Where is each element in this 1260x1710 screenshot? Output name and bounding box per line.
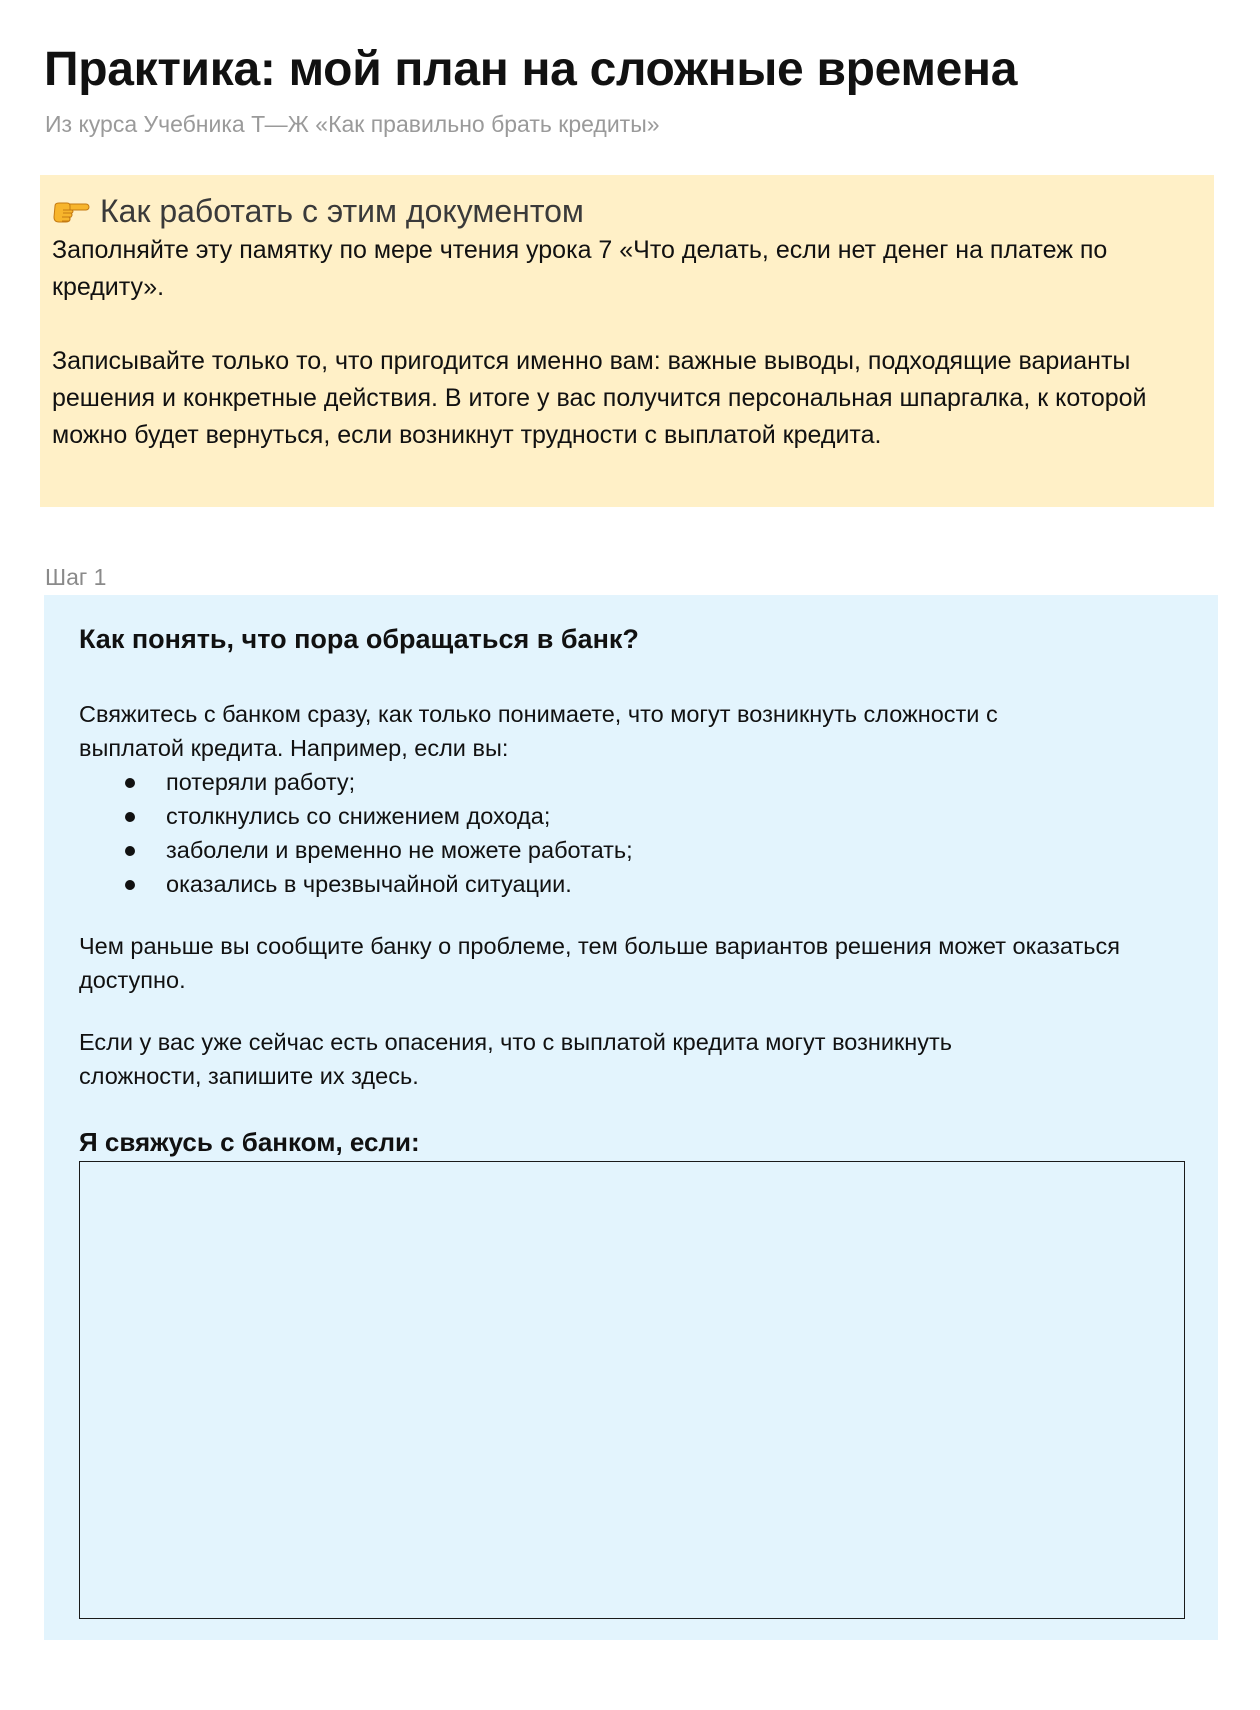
list-item: потеряли работу;: [79, 765, 1179, 799]
callout-heading-text: Как работать с этим документом: [100, 193, 584, 229]
step-1-section: [44, 595, 1218, 1640]
callout-paragraph: Записывайте только то, что пригодится именно вам: важные выводы, подходящие варианты решения и конкретные действия. В итоге у вас получится персональная шпаргалка, к которой можно будет вернуться, если возникнут трудности с выплатой кредита.: [52, 347, 1147, 449]
step-body: [79, 698, 1179, 1093]
step-label: Шаг 1: [45, 564, 107, 590]
page-title: Практика: мой план на сложные времена: [44, 43, 1018, 96]
pointing-right-hand-icon: [52, 190, 90, 216]
list-item: заболели и временно не можете работать;: [79, 833, 1179, 867]
callout-heading: [52, 189, 584, 233]
callout-paragraph: Заполняйте эту памятку по мере чтения урока 7 «Что делать, если нет денег на платеж по кредиту».: [52, 236, 1108, 301]
step-intro: Свяжитесь с банком сразу, как только понимаете, что могут возникнуть сложности с выплатой кредита. Например, если вы:: [79, 701, 998, 761]
answer-text-field[interactable]: [79, 1161, 1185, 1619]
step-paragraph: Если у вас уже сейчас есть опасения, что с выплатой кредита могут возникнуть сложности, запишите их здесь.: [79, 1029, 952, 1089]
list-item: оказались в чрезвычайной ситуации.: [79, 867, 1179, 901]
instructions-callout: [40, 175, 1214, 507]
page-subtitle: Из курса Учебника Т—Ж «Как правильно брать кредиты»: [45, 111, 660, 137]
answer-label: Я свяжусь с банком, если:: [79, 1127, 420, 1157]
callout-body: [52, 232, 1202, 454]
step-title: Как понять, что пора обращаться в банк?: [79, 624, 639, 654]
reasons-list: [79, 765, 1179, 901]
step-paragraph: Чем раньше вы сообщите банку о проблеме, тем больше вариантов решения может оказаться доступно.: [79, 933, 1120, 993]
list-item: столкнулись со снижением дохода;: [79, 799, 1179, 833]
